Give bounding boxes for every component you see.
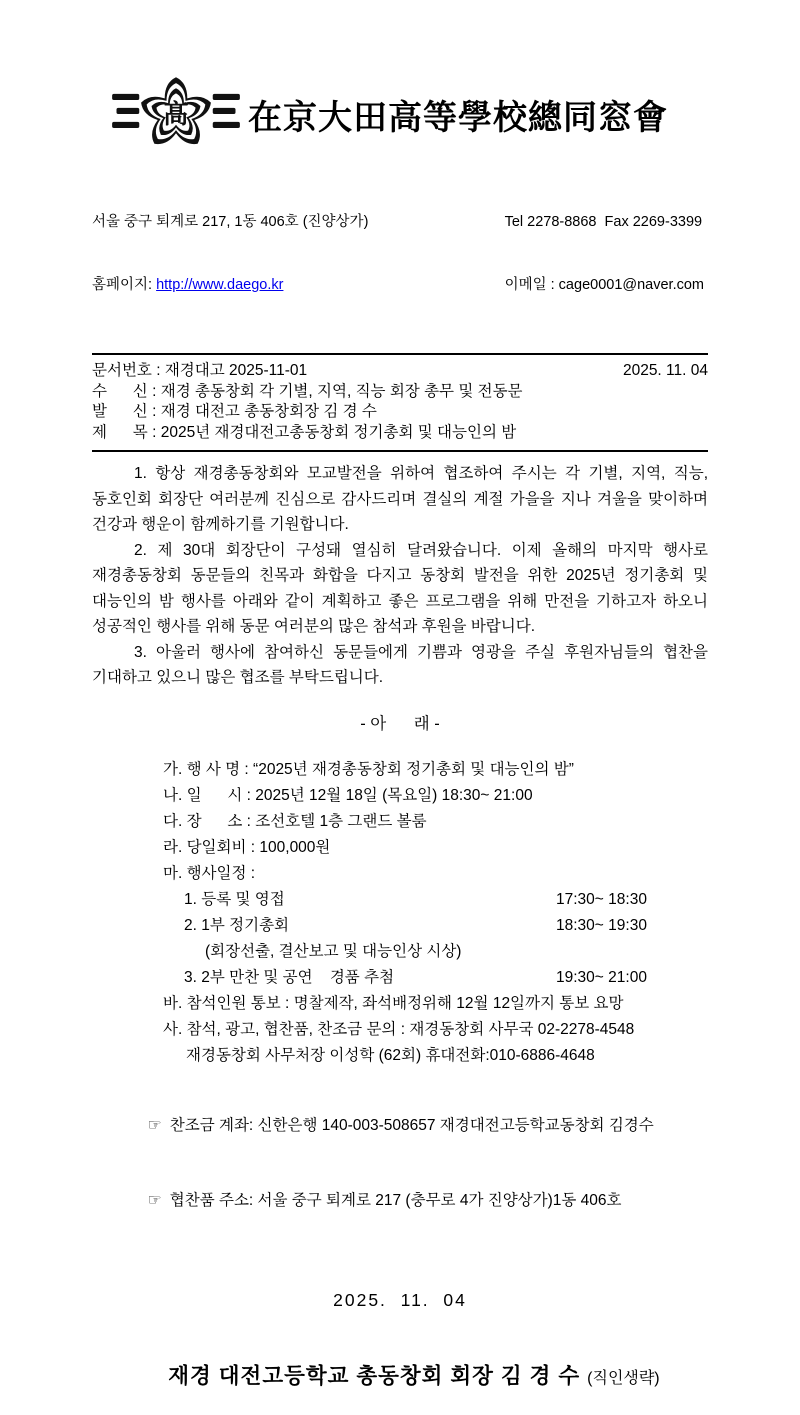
detail-event-name: 가. 행 사 명 : “2025년 재경총동창회 정기총회 및 대능인의 밤” [163, 760, 574, 778]
doc-subject-label: 제 목 : [92, 423, 161, 441]
paragraph-2: 2. 제 30대 회장단이 구성돼 열심히 달려왔습니다. 이제 올해의 마지막 행사로 재경총동창회 동문들의 친목과 화합을 다지고 동창회 발전을 위한 2025년 정기총회 및 대능인의 밤 행사를 아래와 같이 계획하고 좋은 프로그램을 위해 만전을 기하고자 하오니 성공적인 행사를 위해 동문 여러분의 많은 참석과 후원을 바랍니다. [92, 541, 708, 635]
signature-line [92, 1334, 708, 1415]
schedule-note: (회장선출, 결산보고 및 대능인상 시상) [205, 942, 462, 960]
detail-datetime: 나. 일 시 : 2025년 12월 18일 (목요일) 18:30~ 21:00 [163, 786, 533, 804]
emblem-right-stripes-icon [213, 94, 240, 128]
doc-to-row [92, 382, 708, 403]
doc-to-value: 재경 총동창회 각 기별, 지역, 직능 회장 총무 및 전동문 [160, 382, 523, 400]
emblem-flower-icon [141, 77, 211, 144]
doc-subject-row [92, 423, 708, 444]
section-divider-arae: - 아 래 - [360, 714, 440, 733]
schedule-row-1 [184, 887, 708, 913]
schedule-2-time: 18:30~ 19:30 [556, 916, 647, 934]
body-text [92, 461, 708, 691]
note-gift-address [122, 1163, 708, 1238]
detail-venue: 다. 장 소 : 조선호텔 1층 그랜드 볼룸 [163, 812, 427, 830]
doc-number-label: 문서번호 : [92, 362, 165, 379]
schedule-row-3 [184, 965, 708, 991]
emblem-left-stripes-icon [112, 94, 139, 128]
homepage-line [92, 275, 368, 296]
email-line: 이메일 : cage0001@naver.com [504, 277, 704, 293]
detail-fee: 라. 당일회비 : 100,000원 [163, 838, 331, 856]
event-details-list [92, 757, 708, 1069]
issue-date: 2025. 11. 04 [333, 1289, 467, 1310]
paragraph-3: 3. 아울러 행사에 참여하신 동문들에게 기쁨과 영광을 주실 후원자님들의 협찬을 기대하고 있으니 많은 협조를 부탁드립니다. [92, 643, 708, 686]
schedule-row-2 [184, 913, 708, 939]
schedule-2-no: 2. [184, 916, 202, 934]
signature-name: 재경 대전고등학교 총동창회 회장 김 경 수 [168, 1363, 588, 1388]
detail-inquiry-contact: 재경동창회 사무처장 이성학 (62회) 휴대전화:010-6886-4648 [186, 1046, 595, 1064]
school-emblem-icon [110, 72, 242, 156]
schedule-3-time: 19:30~ 21:00 [556, 968, 647, 986]
doc-from-label: 발 신 : [92, 403, 161, 420]
doc-subject-value: 2025년 재경대전고총동창회 정기총회 및 대능인의 밤 [160, 423, 517, 441]
detail-rsvp: 바. 참석인원 통보 : 명찰제작, 좌석배정위해 12월 12일까지 통보 요망 [163, 994, 624, 1012]
org-title: 在京大田高等學校總同窓會 [248, 99, 668, 137]
schedule-3-title: 2부 만찬 및 공연 경품 추첨 [201, 968, 395, 986]
doc-number-row [92, 361, 708, 382]
pointing-finger-icon: ☞ [147, 1191, 162, 1209]
note-gift-text: 협찬품 주소: 서울 중구 퇴계로 217 (충무로 4가 진양상가)1동 406호 [169, 1191, 622, 1209]
schedule-1-time: 17:30~ 18:30 [556, 890, 647, 908]
schedule-3-no: 3. [184, 968, 202, 986]
note-donation-account [122, 1088, 708, 1163]
homepage-label: 홈페이지: [92, 277, 157, 293]
letterhead [92, 0, 708, 156]
homepage-link[interactable]: http://www.daego.kr [156, 277, 284, 293]
telfax-line: Tel 2278-8868 Fax 2269-3399 [504, 214, 703, 230]
doc-date: 2025. 11. 04 [622, 362, 708, 379]
pointing-finger-icon: ☞ [147, 1116, 162, 1134]
document-info [92, 355, 708, 450]
emblem-glyph: 髙 [162, 99, 190, 129]
contact-block [92, 170, 708, 338]
doc-from-value: 재경 대전고 총동창회장 김 경 수 [160, 403, 377, 420]
schedule-1-title: 등록 및 영접 [201, 890, 285, 908]
doc-to-label: 수 신 : [92, 382, 161, 400]
schedule-2-title: 1부 정기총회 [201, 916, 290, 934]
divider-rule-bottom [92, 450, 708, 452]
org-address: 서울 중구 퇴계로 217, 1동 406호 (진양상가) [92, 214, 369, 230]
detail-inquiry: 사. 참석, 광고, 협찬품, 찬조금 문의 : 재경동창회 사무국 02-2278-4548 [163, 1020, 635, 1038]
detail-schedule-header: 마. 행사일정 : [163, 864, 256, 882]
note-donation-text: 찬조금 계좌: 신한은행 140-003-508657 재경대전고등학교동창회 김경수 [169, 1116, 654, 1134]
footnotes [92, 1088, 708, 1238]
schedule-1-no: 1. [184, 890, 202, 908]
doc-from-row [92, 402, 708, 423]
seal-omitted-note: (직인생략) [587, 1369, 660, 1387]
doc-number-value: 재경대고 2025-11-01 [164, 362, 308, 379]
paragraph-1: 1. 항상 재경총동창회와 모교발전을 위하여 협조하여 주시는 각 기별, 지역, 직능, 동호인회 회장단 여러분께 진심으로 감사드리며 결실의 계절 가을을 지나 겨울을 맞이하며 건강과 행운이 함께하기를 기원합니다. [92, 465, 708, 533]
